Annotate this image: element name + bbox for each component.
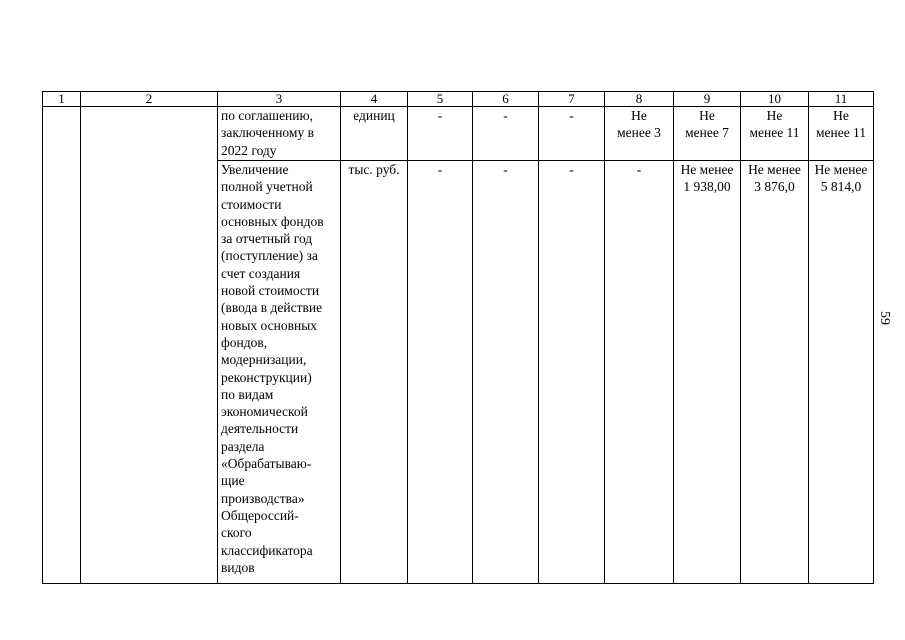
- header-cell-8: 8: [605, 92, 674, 107]
- table-row: [43, 107, 874, 161]
- header-cell-10: 10: [741, 92, 809, 107]
- row-cell-col8: -: [605, 161, 674, 584]
- row-cell-col6: -: [473, 161, 539, 584]
- row-cell-unit: единиц: [341, 107, 408, 161]
- row-cell-unit: тыс. руб.: [341, 161, 408, 584]
- page-number: 59: [877, 311, 892, 325]
- row-cell-col2: [81, 107, 218, 584]
- row-cell-col7: -: [539, 107, 605, 161]
- row-cell-col5: -: [408, 107, 473, 161]
- row-cell-indicator: Увеличение полной учетной стоимости основных фондов за отчетный год (поступление) за счет создания новой стоимости (ввода в действие новых основных фондов, модернизации, реконструкции) по видам экономической деятельности раздела «Обрабатываю- щие производства» Общероссий- ского классификатора видов: [218, 161, 341, 584]
- data-table: [42, 91, 874, 584]
- header-cell-7: 7: [539, 92, 605, 107]
- row-cell-col10: Не менее 3 876,0: [741, 161, 809, 584]
- row-cell-col11: Не менее 11: [809, 107, 874, 161]
- row-cell-col8: Не менее 3: [605, 107, 674, 161]
- row-cell-indicator: по соглашению, заключенному в 2022 году: [218, 107, 341, 161]
- header-cell-6: 6: [473, 92, 539, 107]
- row-cell-col1: [43, 107, 81, 584]
- header-cell-3: 3: [218, 92, 341, 107]
- row-cell-col9: Не менее 1 938,00: [674, 161, 741, 584]
- header-cell-9: 9: [674, 92, 741, 107]
- row-cell-col5: -: [408, 161, 473, 584]
- row-cell-col9: Не менее 7: [674, 107, 741, 161]
- header-cell-1: 1: [43, 92, 81, 107]
- header-cell-11: 11: [809, 92, 874, 107]
- row-cell-col11: Не менее 5 814,0: [809, 161, 874, 584]
- row-cell-col7: -: [539, 161, 605, 584]
- row-cell-col6: -: [473, 107, 539, 161]
- row-cell-col10: Не менее 11: [741, 107, 809, 161]
- header-row: [43, 92, 874, 107]
- header-cell-4: 4: [341, 92, 408, 107]
- header-cell-2: 2: [81, 92, 218, 107]
- header-cell-5: 5: [408, 92, 473, 107]
